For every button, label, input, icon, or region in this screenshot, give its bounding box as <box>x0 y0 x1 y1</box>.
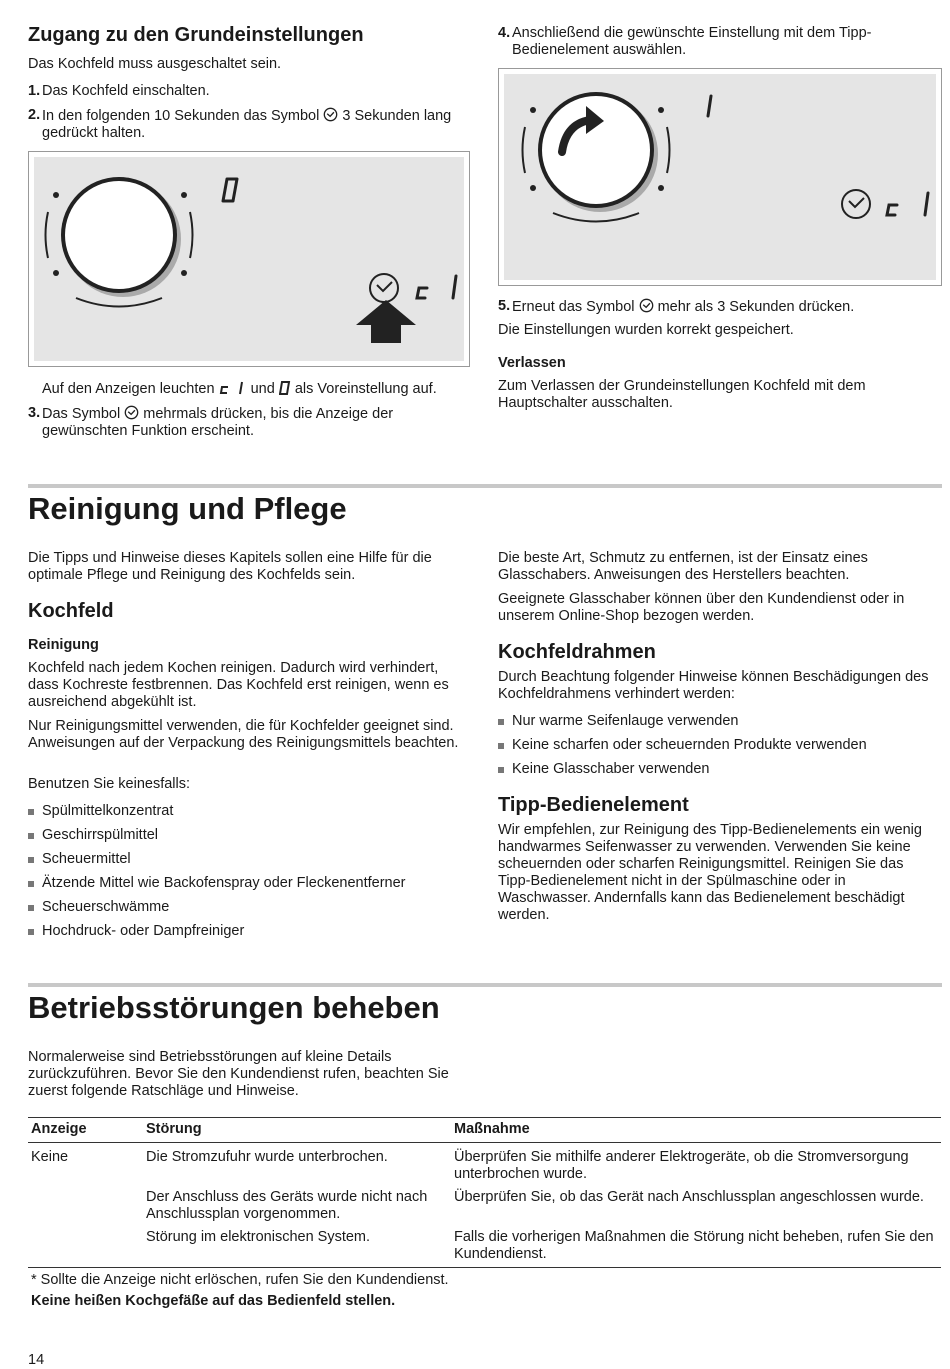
list-item: Hochdruck- oder Dampfreiniger <box>28 923 473 940</box>
section-divider <box>28 484 942 488</box>
list-item: Spülmittelkonzentrat <box>28 803 473 820</box>
reinigung-heading: Reinigung <box>28 637 99 653</box>
list-item: Nur warme Seifenlauge verwenden <box>498 713 940 730</box>
section-divider <box>28 983 942 987</box>
default-display-note: Auf den Anzeigen leuchten und als Voreinstellung auf. <box>42 381 437 397</box>
exit-heading: Verlassen <box>498 355 566 371</box>
step-4: 4. Anschließend die gewünschte Einstellung mit dem Tipp-Bedienelement auswählen. <box>498 25 872 58</box>
list-item: Scheuermittel <box>28 851 473 868</box>
timer-icon <box>124 405 139 420</box>
tipp-heading: Tipp-Bedienelement <box>498 794 689 816</box>
scraper-text-2: Geeignete Glasschaber können über den Kundendienst oder in unserem Online-Shop bezogen werden. <box>498 591 905 624</box>
troubleshooting-intro: Normalerweise sind Betriebsstörungen auf kleine Details zurückzuführen. Bevor Sie den Kundendienst rufen, beachten Sie zuerst folgende Ratschläge und Hinweise. <box>28 1049 449 1099</box>
table-cell: Die Stromzufuhr wurde unterbrochen. <box>146 1149 388 1165</box>
table-cell: Überprüfen Sie, ob das Gerät nach Anschlussplan angeschlossen wurde. <box>454 1189 924 1205</box>
table-header-row <box>28 1118 941 1143</box>
column-header: Maßnahme <box>451 1118 941 1143</box>
segment-0-icon <box>279 381 291 395</box>
list-item: Scheuerschwämme <box>28 899 473 916</box>
step-1: 1. Das Kochfeld einschalten. <box>28 83 210 99</box>
kochfeld-heading: Kochfeld <box>28 600 114 622</box>
table-cell: Keine <box>31 1149 69 1165</box>
table-cell: Überprüfen Sie mithilfe anderer Elektrogeräte, ob die Stromversorgung unterbrochen wurde. <box>454 1149 909 1182</box>
page-number: 14 <box>28 1352 45 1368</box>
table-cell: Der Anschluss des Geräts wurde nicht nach Anschlussplan vorgenommen. <box>146 1189 428 1222</box>
troubleshooting-table <box>28 1117 941 1268</box>
table-row <box>28 1223 941 1268</box>
tipp-text: Wir empfehlen, zur Reinigung des Tipp-Bedienelements ein wenig handwarmes Seifenwasser zu verwenden. Verwenden Sie keine scheuernden oder scharfen Reinigungsmittel. Reinigen Sie das Tipp-Bedienelement nicht in der Spülmaschine oder in Waschwasser. Andernfalls kann das Bedienelement beschädigt werden. <box>498 822 922 923</box>
scraper-text-1: Die beste Art, Schmutz zu entfernen, ist der Einsatz eines Glasschabers. Anweisungen des Herstellers beachten. <box>498 550 868 583</box>
intro-text: Das Kochfeld muss ausgeschaltet sein. <box>28 56 282 72</box>
list-item: Keine scharfen oder scheuernden Produkte verwenden <box>498 737 940 754</box>
kochfeldrahmen-heading: Kochfeldrahmen <box>498 641 656 663</box>
avoid-list <box>28 803 473 947</box>
table-cell <box>28 1183 143 1223</box>
table-row <box>28 1143 941 1184</box>
column-header: Störung <box>143 1118 451 1143</box>
cleaning-p2: Nur Reinigungsmittel verwenden, die für Kochfelder geeignet sind. Anweisungen auf der Verpackung des Reinigungsmittels beachten. <box>28 718 459 751</box>
exit-text: Zum Verlassen der Grundeinstellungen Kochfeld mit dem Hauptschalter ausschalten. <box>498 378 866 411</box>
section-title-basic-settings: Zugang zu den Grundeinstellungen <box>28 24 364 46</box>
cleaning-intro: Die Tipps und Hinweise dieses Kapitels sollen eine Hilfe für die optimale Pflege und Reinigung des Kochfelds sein. <box>28 550 432 583</box>
table-cell: Falls die vorherigen Maßnahmen die Störung nicht beheben, rufen Sie den Kundendienst. <box>451 1223 941 1268</box>
chapter-title-troubleshooting: Betriebsstörungen beheben <box>28 990 440 1025</box>
step-2: 2. In den folgenden 10 Sekunden das Symbol 3 Sekunden lang gedrückt halten. <box>28 107 452 141</box>
table-cell: Störung im elektronischen System. <box>143 1223 451 1268</box>
column-header: Anzeige <box>28 1118 143 1143</box>
step-3: 3. Das Symbol mehrmals drücken, bis die Anzeige der gewünschten Funktion erscheint. <box>28 405 394 439</box>
figure-cooktop-panel-1 <box>28 151 470 367</box>
segment-c1-icon <box>219 381 247 395</box>
footnote: * Sollte die Anzeige nicht erlöschen, rufen Sie den Kundendienst. <box>31 1272 449 1288</box>
figure-cooktop-panel-2 <box>498 68 942 286</box>
chapter-title-cleaning: Reinigung und Pflege <box>28 491 347 526</box>
timer-icon <box>639 298 654 313</box>
cleaning-p3: Benutzen Sie keinesfalls: <box>28 776 191 792</box>
frame-text: Durch Beachtung folgender Hinweise können Beschädigungen des Kochfeldrahmens verhindert werden: <box>498 669 929 702</box>
timer-icon <box>323 107 338 122</box>
step-5: 5. Erneut das Symbol mehr als 3 Sekunden drücken. <box>498 298 855 315</box>
list-item: Ätzende Mittel wie Backofenspray oder Fleckenentferner <box>28 875 473 892</box>
saved-text: Die Einstellungen wurden korrekt gespeichert. <box>498 322 794 338</box>
cleaning-p1: Kochfeld nach jedem Kochen reinigen. Dadurch wird verhindert, dass Kochreste festbrennen. Das Kochfeld erst reinigen, wenn es ausreichend abgekühlt ist. <box>28 660 449 710</box>
list-item: Geschirrspülmittel <box>28 827 473 844</box>
warning-text: Keine heißen Kochgefäße auf das Bedienfeld stellen. <box>31 1293 396 1309</box>
table-row <box>28 1183 941 1223</box>
frame-list <box>498 713 940 785</box>
list-item: Keine Glasschaber verwenden <box>498 761 940 778</box>
table-cell <box>28 1223 143 1268</box>
